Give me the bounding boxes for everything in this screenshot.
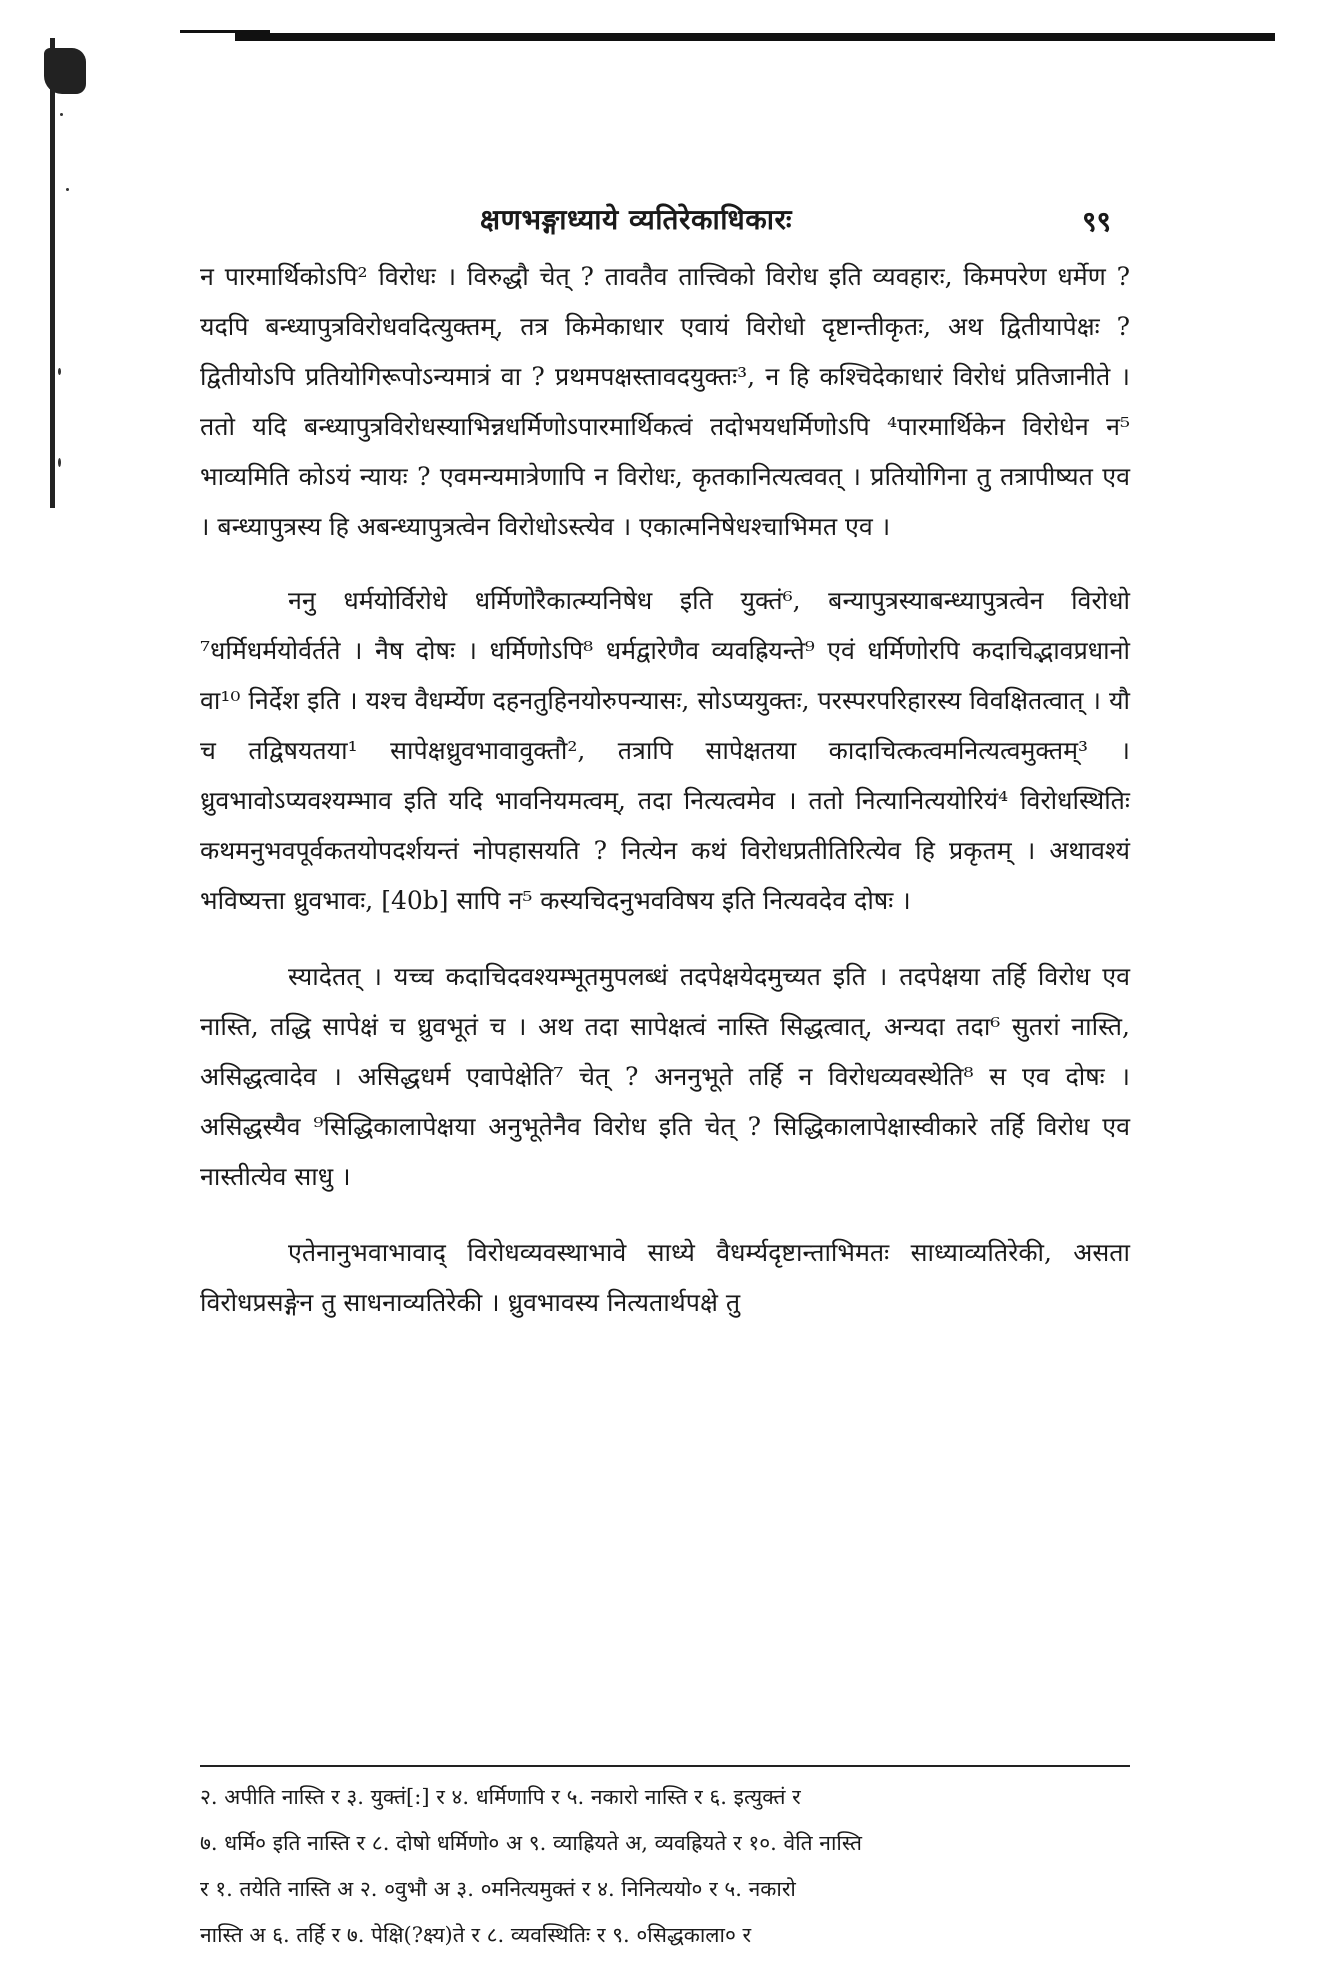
binding-edge-marks xyxy=(40,38,102,538)
footnotes xyxy=(200,1774,1130,1958)
speck xyxy=(66,188,69,191)
binding-shadow xyxy=(50,38,55,508)
main-text xyxy=(200,252,1130,1354)
page-number: ९९ xyxy=(1082,205,1112,238)
footnote-divider xyxy=(200,1765,1130,1767)
speck xyxy=(58,458,61,467)
top-edge-rule xyxy=(235,33,1275,41)
paragraph: एतेनानुभवाभावाद् विरोधव्यवस्थाभावे साध्ये वैधर्म्यदृष्टान्ताभिमतः साध्याव्यतिरेकी, असता विरोधप्रसङ्गेन तु साधनाव्यतिरेकी । ध्रुवभावस्य नित्यतार्थपक्षे तु xyxy=(200,1238,1130,1317)
page-header xyxy=(0,200,1337,240)
footnote-line: ७. धर्मि० इति नास्ति र ८. दोषो धर्मिणो० अ ९. व्याह्रियते अ, व्यवह्रियते र १०. वेति नास्ति xyxy=(200,1831,862,1855)
footnote-line: २. अपीति नास्ति र ३. युक्तं[:] र ४. धर्मिणापि र ५. नकारो नास्ति र ६. इत्युक्तं र xyxy=(200,1785,801,1809)
footnote-line: नास्ति अ ६. तर्हि र ७. पेक्षि(?क्ष्य)ते र ८. व्यवस्थितिः र ९. ०सिद्धकाला० र xyxy=(200,1923,752,1947)
running-title: क्षणभङ्गाध्याये व्यतिरेकाधिकारः xyxy=(480,203,793,236)
paragraph: स्यादेतत् । यच्च कदाचिदवश्यम्भूतमुपलब्धं तदपेक्षयेदमुच्यत इति । तदपेक्षया तर्हि विरोध एव नास्ति, तद्धि सापेक्षं च ध्रुवभूतं च । अथ तदा सापेक्षत्वं नास्ति सिद्धत्वात्, अन्यदा तदा⁶ सुतरां नास्ति, असिद्धत्वादेव । असिद्धधर्म एवापेक्षेति⁷ चेत् ? अननुभूते तर्हि न विरोधव्यवस्थेति⁸ स एव दोषः । असिद्धस्यैव ⁹सिद्धिकालापेक्षया अनुभूतेनैव विरोध इति चेत् ? सिद्धिकालापेक्षास्वीकारे तर्हि विरोध एव नास्तीत्येव साधु । xyxy=(200,962,1130,1191)
speck xyxy=(60,113,63,116)
footnote-line: र १. तयेति नास्ति अ २. ०वुभौ अ ३. ०मनित्यमुक्तं र ४. निनित्ययो० र ५. नकारो xyxy=(200,1877,796,1901)
paragraph: न पारमार्थिकोऽपि² विरोधः । विरुद्धौ चेत् ? तावतैव तात्त्विको विरोध इति व्यवहारः, किमपरेण धर्मेण ? यदपि बन्ध्यापुत्रविरोधवदित्युक्तम्, तत्र किमेकाधार एवायं विरोधो दृष्टान्तीकृतः, अथ द्वितीयापेक्षः ? द्वितीयोऽपि प्रतियोगिरूपोऽन्यमात्रं वा ? प्रथमपक्षस्तावदयुक्तः³, न हि कश्चिदेकाधारं विरोधं प्रतिजानीते । ततो यदि बन्ध्यापुत्रविरोधस्याभिन्नधर्मिणोऽपारमार्थिकत्वं तदोभयधर्मिणोऽपि ⁴पारमार्थिकेन विरोधेन न⁵ भाव्यमिति कोऽयं न्यायः ? एवमन्यमात्रेणापि न विरोधः, कृतकानित्यत्ववत् । प्रतियोगिना तु तत्रापीष्यत एव । बन्ध्यापुत्रस्य हि अबन्ध्यापुत्रत्वेन विरोधोऽस्त्येव । एकात्मनिषेधश्चाभिमत एव । xyxy=(200,262,1130,541)
paragraph: ननु धर्मयोर्विरोधे धर्मिणोरैकात्म्यनिषेध इति युक्तं⁶, बन्यापुत्रस्याबन्ध्यापुत्रत्वेन विरोधो ⁷धर्मिधर्मयोर्वर्तते । नैष दोषः । धर्मिणोऽपि⁸ धर्मद्वारेणैव व्यवह्रियन्ते⁹ एवं धर्मिणोरपि कदाचिद्भावप्रधानो वा¹⁰ निर्देश इति । यश्च वैधर्म्येण दहनतुहिनयोरुपन्यासः, सोऽप्ययुक्तः, परस्परपरिहारस्य विवक्षितत्वात् । यौ च तद्विषयतया¹ सापेक्षध्रुवभावावुक्तौ², तत्रापि सापेक्षतया कादाचित्कत्वमनित्यत्वमुक्तम्³ । ध्रुवभावोऽप्यवश्यम्भाव इति यदि भावनियमत्वम्, तदा नित्यत्वमेव । ततो नित्यानित्ययोरियं⁴ विरोधस्थितिः कथमनुभवपूर्वकतयोपदर्शयन्तं नोपहासयति ? नित्येन कथं विरोधप्रतीतिरित्येव हि प्रकृतम् । अथावश्यं भविष्यत्ता ध्रुवभावः, [40b] सापि न⁵ कस्यचिदनुभवविषय इति नित्यवदेव दोषः । xyxy=(200,586,1130,915)
speck xyxy=(58,368,61,375)
